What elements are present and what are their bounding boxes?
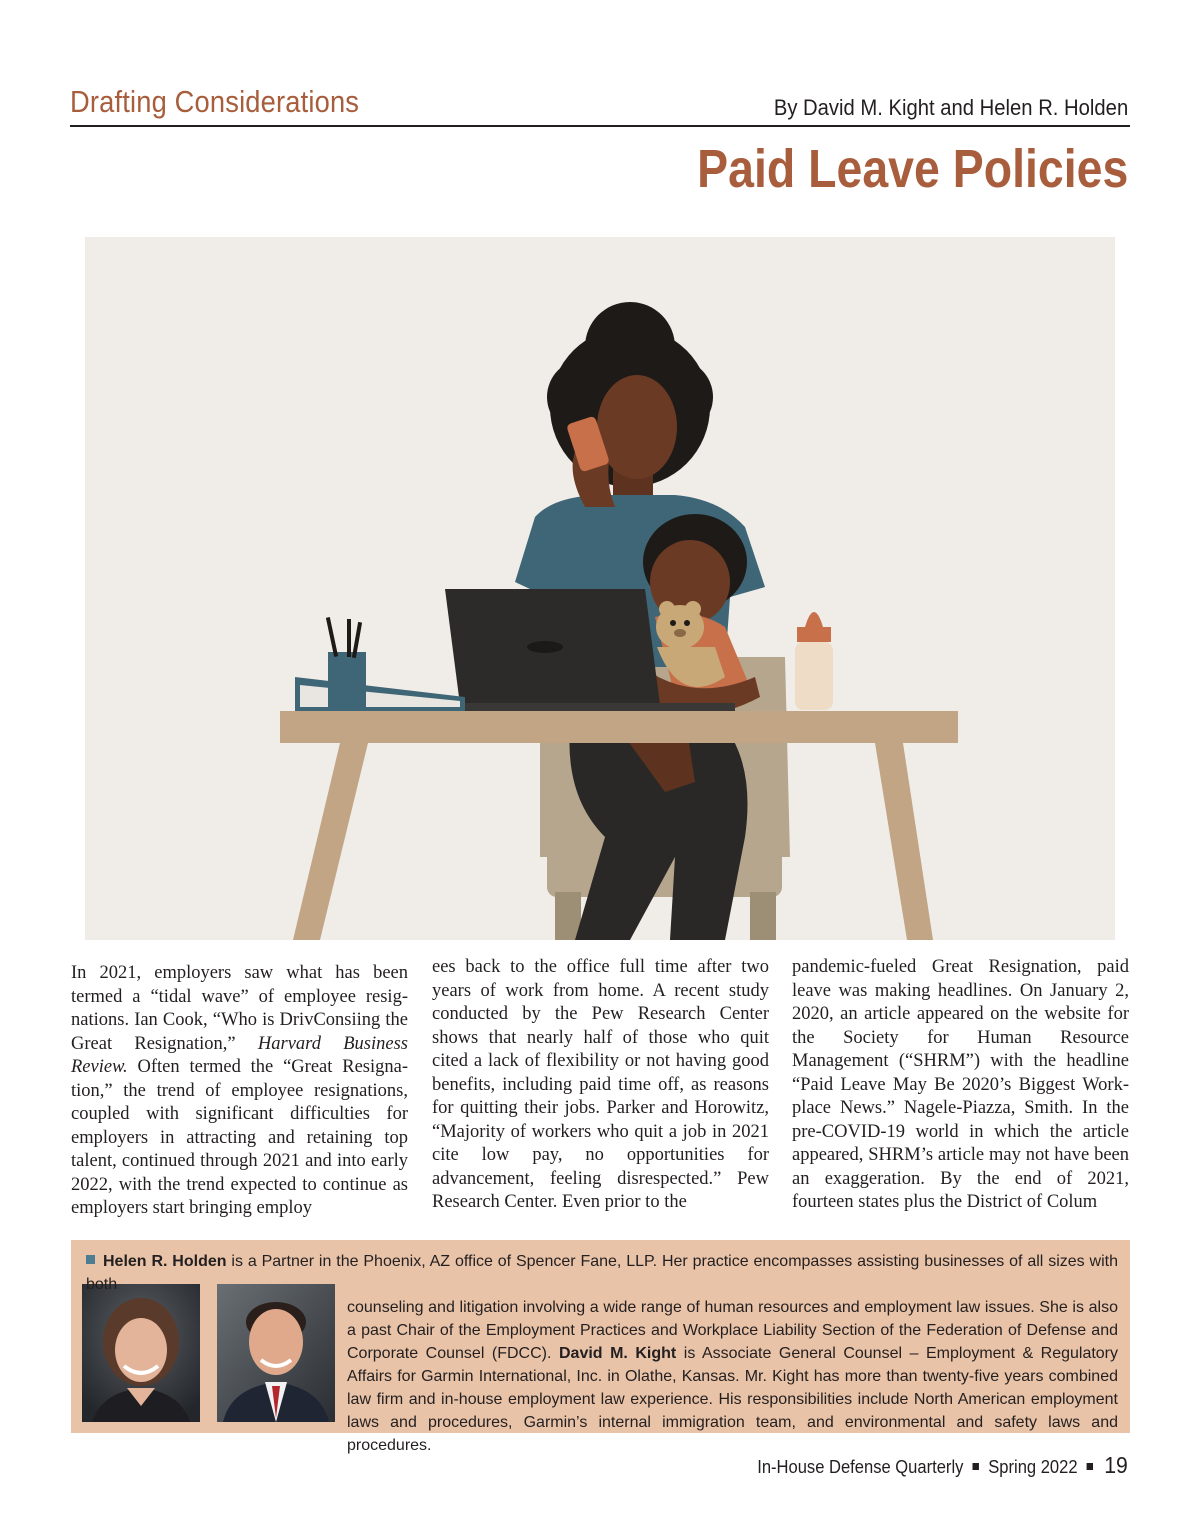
separator-square-icon — [973, 1463, 979, 1470]
bullet-square-icon — [86, 1255, 95, 1264]
baby-bottle — [795, 642, 833, 710]
page-number: 19 — [1104, 1452, 1128, 1478]
mother-working-at-laptop-holding-child-illustration — [85, 237, 1115, 940]
separator-square-icon — [1087, 1463, 1093, 1470]
pen-cup — [328, 652, 366, 710]
header-rule — [70, 125, 1130, 127]
bio-text: is a Partner in the Phoenix, AZ office of Spencer Fane, LLP. Her practice encompasses assisting businesses of all sizes with both — [86, 1253, 1118, 1293]
body-column-1 — [71, 962, 408, 1221]
author-name-holden: Helen R. Holden — [103, 1253, 227, 1270]
publication-name: In-House Defense Quarterly — [757, 1457, 964, 1477]
journal-title: Harvard Business Review. — [71, 1033, 408, 1077]
teddy-bear — [656, 605, 704, 649]
body-text: pandemic-fueled Great Resignation, paid leave was making headlines. On January 2, 2020, an article appeared on the website for the Society for Human Resource Management (“SHRM”) with the headline “Paid Leave May Be 2020’s Biggest Workplace News.” Nagele-Piazza, Smith. In the pre-COVID-19 world in which the article appeared, SHRM’s article may not have been an exaggeration. By the end of 2021, fourteen states plus the District of Colum — [792, 957, 1129, 1212]
body-column-2 — [432, 956, 769, 1215]
body-column-3 — [792, 956, 1129, 1215]
bio-text: is Associate General Counsel – Employment & Regulatory Affairs for Garmin International, Inc. in Olathe, Kansas. Mr. Kight has more than twenty-five years combined law firm and in-house employment law experience. His responsibilities include North American employment laws and procedures, Garmin’s internal immigration team, and environmental and safety laws and procedures. — [347, 1345, 1119, 1454]
mother-face — [597, 375, 677, 479]
byline: By David M. Kight and Helen R. Holden — [773, 95, 1128, 120]
author-bio-text — [86, 1250, 1118, 1457]
issue-date: Spring 2022 — [988, 1457, 1078, 1477]
chair-leg — [750, 892, 776, 940]
article-illustration — [85, 237, 1115, 940]
body-text: In 2021, employers saw what has been termed a “tidal wave” of employee resignations. Ian Cook, “Who is DrivConsiing the Great Resignation,” — [71, 963, 408, 1054]
section-label: Drafting Considerations — [70, 84, 360, 119]
article-title: Paid Leave Policies — [696, 139, 1128, 199]
body-text: ees back to the office full time after two years of work from home. A recent study conducted by the Pew Research Center shows that nearly half of those who quit cited a lack of flexibility or not having good benefits, including paid time off, as reasons for quitting their jobs. Parker and Horowitz, “Majority of workers who quit a job in 2021 cite low pay, no opportunities for advancement, feeling disrespected.” Pew Research Center. Even prior to the — [432, 957, 769, 1212]
page-footer — [757, 1452, 1128, 1479]
body-text: Often termed the “Great Resignation,” the trend of employee resignations, coupled with significant difficulties for employers in attracting and retaining top talent, continued through 2021 and into early 2022, with the trend expected to continue as employers start bringing employ — [71, 1057, 408, 1218]
desk-top — [280, 711, 958, 743]
author-name-kight: David M. Kight — [558, 1345, 677, 1362]
bio-text: counseling and litigation involving a wide range of human resources and employment law issues. She is also a past Chair of the Employment Practices and Workplace Liability Section of the Federation of Defense and Corporate Counsel (FDCC). — [347, 1299, 1118, 1362]
